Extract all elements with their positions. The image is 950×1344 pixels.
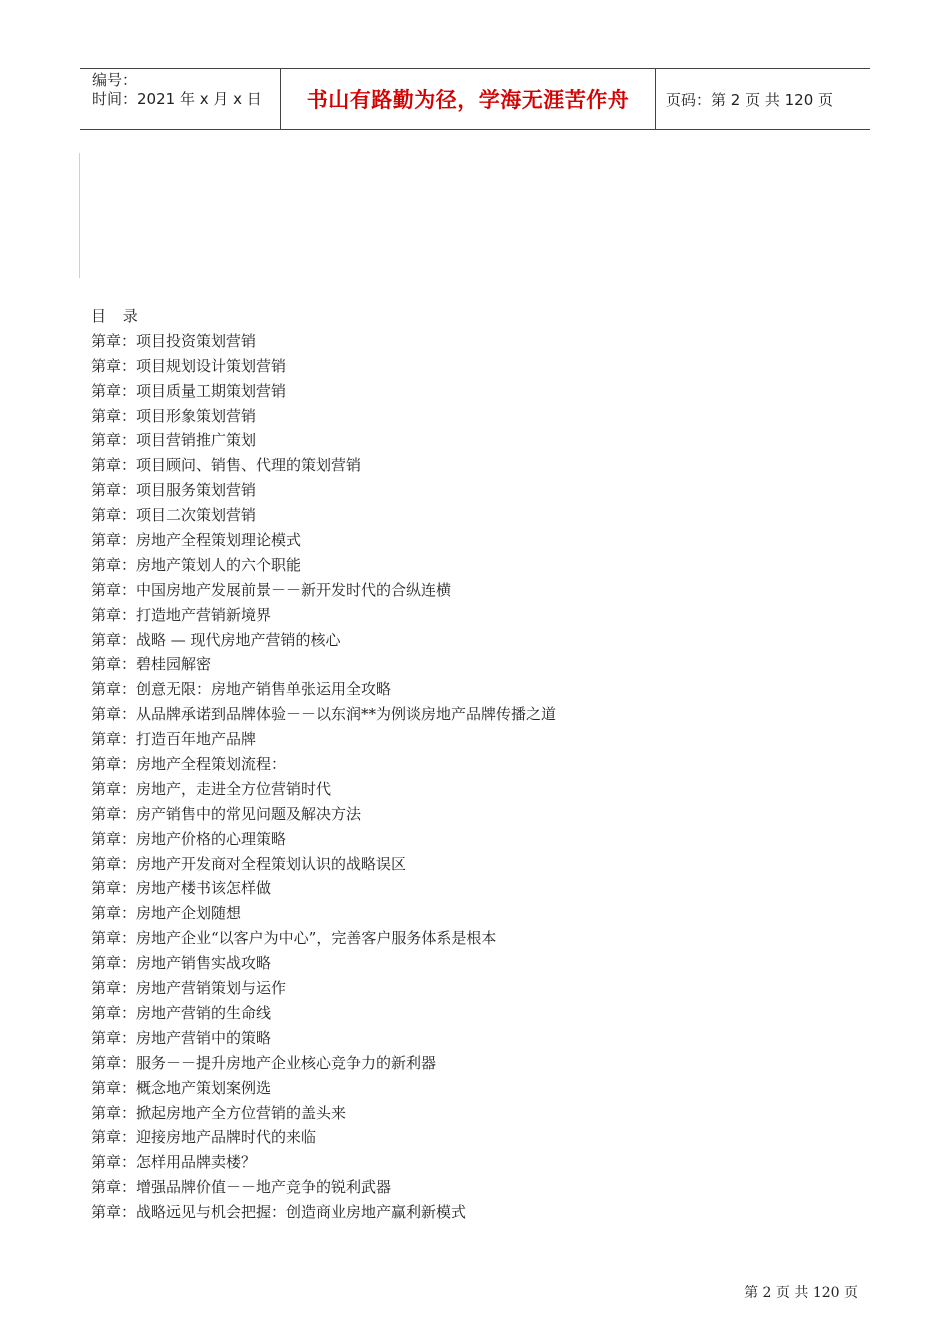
toc-item: 第章：房地产全程策划流程： [91,755,287,774]
toc-list [91,329,851,1225]
toc-item: 第章：从品牌承诺到品牌体验－－以东润**为例谈房地产品牌传播之道 [91,705,557,724]
toc-item: 第章：战略 — 现代房地产营销的核心 [91,630,341,649]
toc-item: 第章：项目服务策划营销 [91,481,257,500]
toc-item: 第章：房地产，走进全方位营销时代 [91,779,332,798]
toc-title: 目 录 [91,307,144,325]
toc-item: 第章：房地产营销中的策略 [91,1028,272,1047]
toc-item: 第章：房地产楼书该怎样做 [91,879,272,898]
toc-item: 第章：服务－－提升房地产企业核心竞争力的新利器 [91,1053,437,1072]
toc-item: 第章：怎样用品牌卖楼？ [91,1153,257,1172]
header-meta [80,69,281,129]
toc-item: 第章：房地产企业“以客户为中心”，完善客户服务体系是根本 [91,929,497,948]
toc-item: 第章：房地产策划人的六个职能 [91,555,302,574]
toc-item: 第章：房地产价格的心理策略 [91,829,287,848]
table-of-contents [91,304,851,1225]
toc-item: 第章：房地产开发商对全程策划认识的战略误区 [91,854,407,873]
toc-item: 第章：房地产企划随想 [91,904,242,923]
document-date: 时间：2021 年 x 月 x 日 [92,90,262,108]
toc-item: 第章：项目二次策划营销 [91,506,257,525]
page-header [80,68,870,130]
toc-item: 第章：创意无限：房地产销售单张运用全攻略 [91,680,392,699]
document-number-label: 编号： [92,71,138,89]
toc-item: 第章：房地产营销策划与运作 [91,979,287,998]
toc-item: 第章：概念地产策划案例选 [91,1078,272,1097]
toc-item: 第章：房地产营销的生命线 [91,1003,272,1022]
toc-item: 第章：项目营销推广策划 [91,431,257,450]
toc-item: 第章：房产销售中的常见问题及解决方法 [91,804,362,823]
toc-item: 第章：项目投资策划营销 [91,331,257,350]
toc-item: 第章：掀起房地产全方位营销的盖头来 [91,1103,347,1122]
toc-item: 第章：增强品牌价值－－地产竞争的锐利武器 [91,1178,392,1197]
toc-item: 第章：房地产销售实战攻略 [91,954,272,973]
toc-item: 第章：项目规划设计策划营销 [91,356,287,375]
toc-item: 第章：打造地产营销新境界 [91,605,272,624]
toc-item: 第章：项目形象策划营销 [91,406,257,425]
toc-item: 第章：迎接房地产品牌时代的来临 [91,1128,317,1147]
toc-item: 第章：房地产全程策划理论模式 [91,531,302,550]
toc-item: 第章：碧桂园解密 [91,655,212,674]
header-page-info: 页码：第 2 页 共 120 页 [666,90,834,109]
toc-item: 第章：战略远见与机会把握：创造商业房地产赢利新模式 [91,1203,467,1222]
toc-item: 第章：项目顾问、销售、代理的策划营销 [91,456,362,475]
toc-item: 第章：项目质量工期策划营销 [91,381,287,400]
toc-item: 第章：打造百年地产品牌 [91,730,257,749]
page-footer: 第 2 页 共 120 页 [744,1285,858,1301]
toc-item: 第章：中国房地产发展前景－－新开发时代的合纵连横 [91,580,452,599]
margin-divider [79,153,80,278]
header-motto: 书山有路勤为径，学海无涯苦作舟 [281,69,656,129]
